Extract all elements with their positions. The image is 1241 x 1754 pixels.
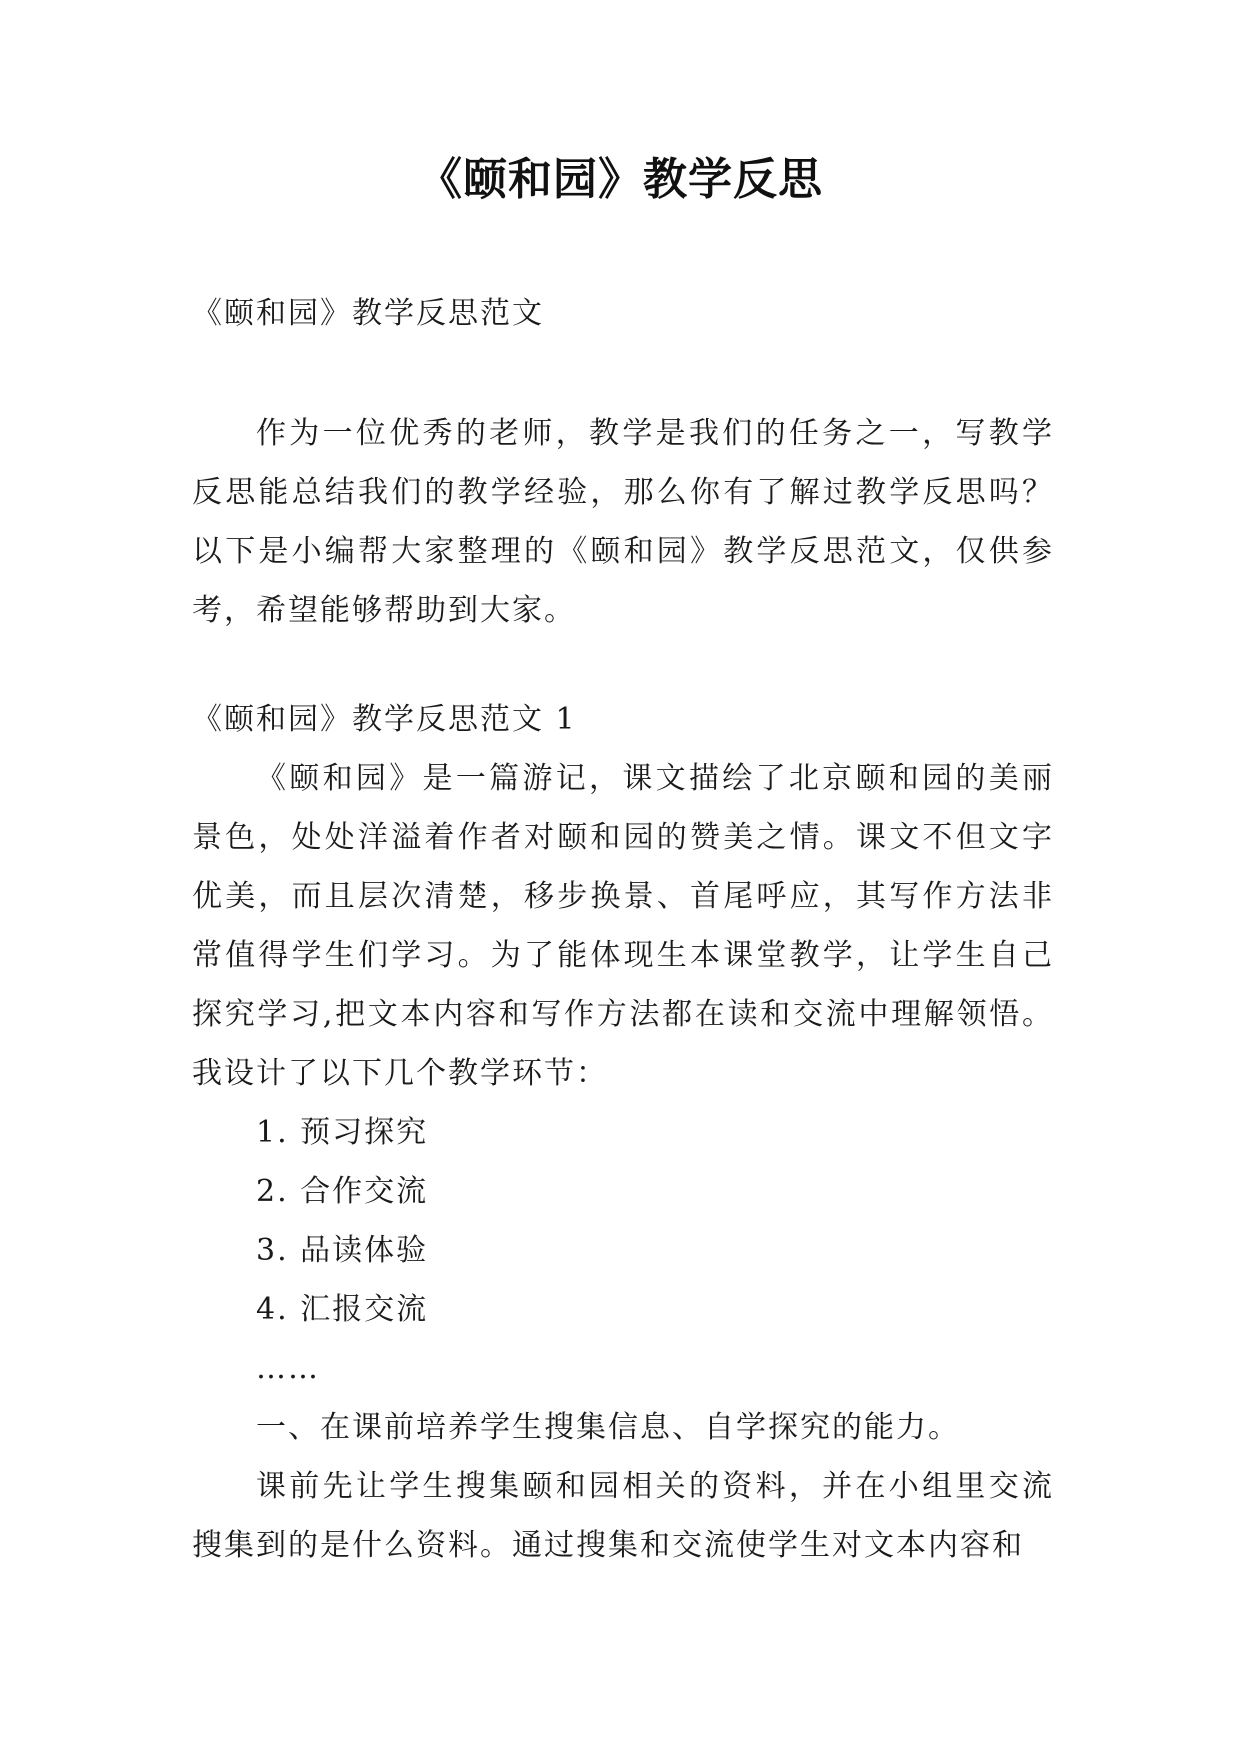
document-body	[192, 404, 1054, 1575]
list-item-ellipsis: ……	[256, 1351, 320, 1386]
list-item-step-1: 1. 预习探究	[256, 1115, 429, 1150]
list-item-step-4: 4. 汇报交流	[256, 1292, 429, 1327]
document-subtitle: 《颐和园》教学反思范文	[192, 296, 544, 331]
section-heading: 《颐和园》教学反思范文 1	[192, 702, 577, 737]
document-title: 《颐和园》教学反思	[418, 154, 823, 205]
list-item-step-3: 3. 品读体验	[256, 1233, 429, 1268]
list-item-step-2: 2. 合作交流	[256, 1174, 429, 1209]
intro-paragraph: 作为一位优秀的老师，教学是我们的任务之一，写教学反思能总结我们的教学经验，那么你有了解过教学反思吗？以下是小编帮大家整理的《颐和园》教学反思范文，仅供参考，希望能够帮助到大家。	[192, 416, 1054, 628]
section-paragraph: 《颐和园》是一篇游记，课文描绘了北京颐和园的美丽景色，处处洋溢着作者对颐和园的赞美之情。课文不但文字优美，而且层次清楚，移步换景、首尾呼应，其写作方法非常值得学生们学习。为了能体现生本课堂教学，让学生自己探究学习,把文本内容和写作方法都在读和交流中理解领悟。我设计了以下几个教学环节：	[192, 761, 1054, 1091]
point-paragraph: 课前先让学生搜集颐和园相关的资料，并在小组里交流搜集到的是什么资料。通过搜集和交流使学生对文本内容和	[192, 1469, 1054, 1563]
point-heading: 一、在课前培养学生搜集信息、自学探究的能力。	[256, 1410, 960, 1445]
